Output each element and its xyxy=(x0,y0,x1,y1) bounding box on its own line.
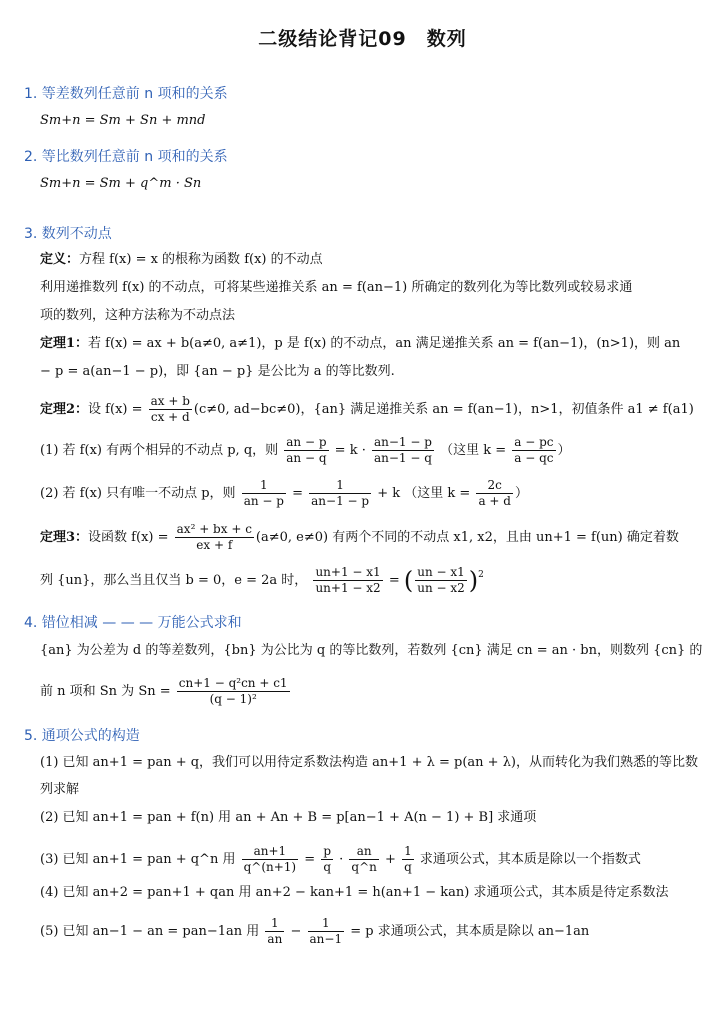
case-2-f3-den: a + d xyxy=(478,494,511,508)
theorem-2-prefix: 设 f(x) = xyxy=(88,402,147,417)
construction-5 xyxy=(40,916,703,947)
c3-f4-den: q xyxy=(404,860,412,874)
c3-f1-den: q^(n+1) xyxy=(243,860,297,874)
case-2-prefix: (2) 若 f(x) 只有唯一不动点 p，则 xyxy=(40,486,236,501)
construction-5-fraction-2 xyxy=(308,916,345,947)
section-4-line-1: {an} 为公差为 d 的等差数列，{bn} 为公比为 q 的等比数列，若数列 {cn} 满足 cn = an · bn，则数列 {cn} 的 xyxy=(40,643,703,658)
section-4-line-2 xyxy=(40,676,703,707)
construction-3-fraction-4 xyxy=(402,844,414,875)
case-2-f2-num: 1 xyxy=(309,478,371,494)
case-2-f3-num: 2c xyxy=(476,478,513,494)
section-4-frac-den: (q − 1)² xyxy=(209,692,257,706)
theorem-2-case-2 xyxy=(40,478,703,509)
case-1-f2-num: an−1 − p xyxy=(373,435,432,449)
case-2-fraction-2 xyxy=(309,478,371,509)
theorem-3-square: 2 xyxy=(478,570,484,580)
theorem-3-line2-prefix: 列 {un}，那么当且仅当 b = 0，e = 2a 时， xyxy=(40,573,308,588)
theorem-3-f1-num: un+1 − x1 xyxy=(315,565,381,579)
theorem-2-line xyxy=(40,394,703,425)
c5-f1-den: an xyxy=(267,932,283,946)
section-5-heading: 5. 通项公式的构造 xyxy=(24,728,140,744)
construction-1-line-2: 列求解 xyxy=(40,782,80,797)
c3-f3-den: q^n xyxy=(351,860,377,874)
theorem-3-frac-num: ax² + bx + c xyxy=(176,522,252,536)
theorem-3-f2-num: un − x1 xyxy=(417,565,465,579)
fixed-point-intro-2: 项的数列，这种方法称为不动点法 xyxy=(40,308,236,323)
case-2-fraction-1 xyxy=(242,478,286,509)
theorem-2-label: 定理2： xyxy=(40,402,89,417)
theorem-3-fraction-2 xyxy=(415,565,467,596)
section-2-heading: 2. 等比数列任意前 n 项和的关系 xyxy=(24,149,228,165)
c5-minus: − xyxy=(290,924,302,939)
section-3-heading: 3. 数列不动点 xyxy=(24,226,112,242)
section-4-heading: 4. 错位相减 — — — 万能公式求和 xyxy=(24,615,242,631)
case-1-f2-den: an−1 − q xyxy=(373,451,432,465)
construction-3-fraction-1 xyxy=(242,844,299,875)
c3-plus: + xyxy=(385,852,396,867)
construction-3-suffix: 求通项公式，其本质是除以一个指数式 xyxy=(419,852,641,867)
theorem-3-suffix: (a≠0, e≠0) 有两个不同的不动点 x1, x2，且由 un+1 = f(un) 确定着数 xyxy=(255,530,679,545)
section-2-formula: Sm+n = Sm + q^m · Sn xyxy=(40,176,202,191)
c3-f2-num: p xyxy=(323,844,331,858)
construction-5-suffix: = p 求通项公式，其本质是除以 an−1an xyxy=(350,924,590,939)
case-1-f3-num: a − pc xyxy=(514,435,554,449)
case-1-mid: = k · xyxy=(334,443,366,458)
c3-eq: = xyxy=(304,852,316,867)
construction-3-prefix: (3) 已知 an+1 = pan + q^n 用 xyxy=(40,852,236,867)
left-paren-icon: ( xyxy=(403,566,414,595)
theorem-1-line-2: − p = a(an−1 − p)，即 {an − p} 是公比为 a 的等比数列. xyxy=(40,364,395,379)
case-1-fraction-2 xyxy=(372,435,434,466)
case-1-f1-num: an − p xyxy=(286,435,327,449)
construction-5-fraction-1 xyxy=(265,916,284,947)
theorem-3-prefix: 设函数 f(x) = xyxy=(88,530,169,545)
case-1-fraction-3 xyxy=(512,435,555,466)
definition-line xyxy=(40,250,703,270)
theorem-2-suffix: (c≠0, ad−bc≠0)，{an} 满足递推关系 an = f(an−1)，n>1，初值条件 a1 ≠ f(a1) xyxy=(193,402,694,417)
case-1-fraction-1 xyxy=(284,435,328,466)
case-2-mid: + k （这里 k = xyxy=(377,486,471,501)
construction-1-line-1: (1) 已知 an+1 = pan + q，我们可以用待定系数法构造 an+1 + λ = p(an + λ)，从而转化为我们熟悉的等比数 xyxy=(40,755,699,770)
definition-label: 定义： xyxy=(40,252,80,267)
theorem-3-fraction-1 xyxy=(313,565,382,596)
c5-f1-num: 1 xyxy=(265,916,284,932)
theorem-3-f2-den: un − x2 xyxy=(417,581,465,595)
theorem-3-f1-den: un+1 − x2 xyxy=(315,581,381,595)
c3-f1-num: an+1 xyxy=(242,844,299,860)
right-paren-icon: ) xyxy=(468,566,479,595)
case-1-f1-den: an − q xyxy=(286,451,327,465)
theorem-2-frac-den: cx + d xyxy=(150,410,190,424)
case-2-f2-den: an−1 − p xyxy=(311,494,370,508)
theorem-1-line-1 xyxy=(40,334,703,354)
theorem-3-eq: = xyxy=(388,573,400,588)
construction-3-fraction-2 xyxy=(321,844,333,875)
c3-f4-num: 1 xyxy=(402,844,414,860)
case-2-f1-num: 1 xyxy=(242,478,286,494)
construction-4: (4) 已知 an+2 = pan+1 + qan 用 an+2 − kan+1 = h(an+1 − kan) 求通项公式，其本质是待定系数法 xyxy=(40,885,669,900)
section-4-line2-prefix: 前 n 项和 Sn 为 Sn = xyxy=(40,684,171,699)
theorem-3-line-2 xyxy=(40,565,703,596)
definition-text: 方程 f(x) = x 的根称为函数 f(x) 的不动点 xyxy=(79,252,323,267)
case-2-eq: = xyxy=(292,486,303,501)
fixed-point-intro-1: 利用递推数列 f(x) 的不动点，可将某些递推关系 an = f(an−1) 所确定的数列化为等比数列或较易求通 xyxy=(40,280,633,295)
section-4-fraction xyxy=(177,676,290,707)
c3-f3-num: an xyxy=(349,844,378,860)
case-2-suffix: ） xyxy=(514,486,528,501)
case-1-prefix: (1) 若 f(x) 有两个相异的不动点 p, q，则 xyxy=(40,443,279,458)
c5-f2-den: an−1 xyxy=(309,932,343,946)
section-1-heading: 1. 等差数列任意前 n 项和的关系 xyxy=(24,86,228,102)
case-1-note-prefix: （这里 k = xyxy=(440,443,507,458)
case-2-f1-den: an − p xyxy=(243,494,284,508)
section-1-formula: Sm+n = Sm + Sn + mnd xyxy=(40,113,206,128)
theorem-3-fraction xyxy=(175,522,254,553)
theorem-3-line-1 xyxy=(40,522,703,553)
c5-f2-num: 1 xyxy=(308,916,345,932)
case-2-fraction-3 xyxy=(476,478,513,509)
construction-3-fraction-3 xyxy=(349,844,378,875)
construction-2: (2) 已知 an+1 = pan + f(n) 用 an + An + B = p[an−1 + A(n − 1) + B] 求通项 xyxy=(40,810,537,825)
case-1-note-suffix: ） xyxy=(557,443,571,458)
theorem-1-label: 定理1： xyxy=(40,336,89,351)
theorem-3-frac-den: ex + f xyxy=(196,538,233,552)
theorem-1-text-1: 若 f(x) = ax + b(a≠0, a≠1)，p 是 f(x) 的不动点，an 满足递推关系 an = f(an−1)，(n>1)，则 an xyxy=(88,336,681,351)
theorem-2-frac-num: ax + b xyxy=(150,394,190,408)
theorem-2-case-1 xyxy=(40,435,703,466)
construction-5-prefix: (5) 已知 an−1 − an = pan−1an 用 xyxy=(40,924,260,939)
c3-dot: · xyxy=(339,852,344,867)
theorem-3-label: 定理3： xyxy=(40,530,89,545)
c3-f2-den: q xyxy=(323,860,331,874)
construction-3 xyxy=(40,844,703,875)
case-1-f3-den: a − qc xyxy=(514,451,554,465)
page-title: 二级结论背记09 数列 xyxy=(258,28,467,50)
theorem-2-fraction xyxy=(149,394,192,425)
section-4-frac-num: cn+1 − q²cn + c1 xyxy=(178,676,288,690)
